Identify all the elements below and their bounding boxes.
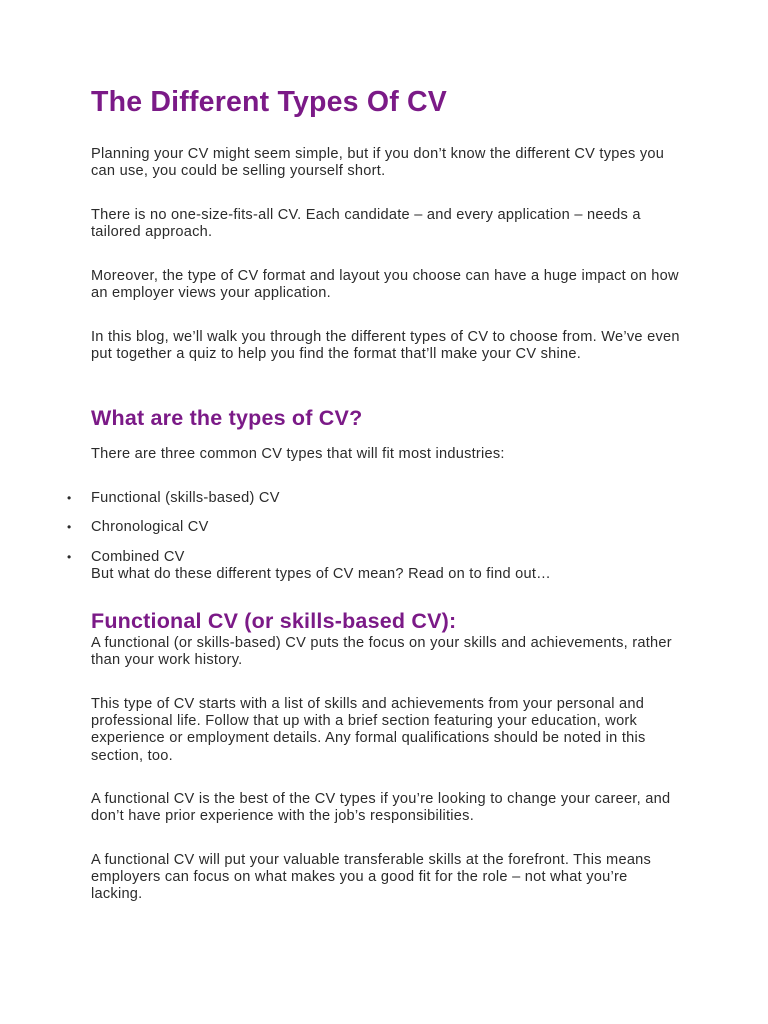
list-item-functional	[67, 490, 280, 507]
bullet-icon: •	[67, 520, 72, 534]
intro-paragraph-2: There is no one-size-fits-all CV. Each candidate – and every application – needs a tailored approach.	[91, 207, 641, 241]
list-item-label: Chronological CV	[91, 519, 209, 535]
functional-paragraph-1: A functional (or skills-based) CV puts the focus on your skills and achievements, rather than your work history.	[91, 635, 672, 669]
bullet-icon: •	[67, 550, 72, 564]
types-section-lead: There are three common CV types that will fit most industries:	[91, 446, 505, 462]
types-section-follow: But what do these different types of CV mean? Read on to find out…	[91, 566, 551, 582]
list-item-label: Combined CV	[91, 549, 185, 565]
functional-paragraph-3: A functional CV is the best of the CV types if you’re looking to change your career, and don’t have prior experience with the job’s responsibilities.	[91, 791, 671, 825]
list-item-combined	[67, 549, 185, 566]
list-item-label: Functional (skills-based) CV	[91, 490, 280, 506]
functional-paragraph-2: This type of CV starts with a list of skills and achievements from your personal and professional life. Follow that up with a brief section featuring your education, work experience or employment details. Any formal qualifications should be noted in this section, too.	[91, 696, 646, 764]
intro-paragraph-1: Planning your CV might seem simple, but if you don’t know the different CV types you can use, you could be selling yourself short.	[91, 146, 665, 180]
types-section-heading: What are the types of CV?	[91, 406, 363, 430]
page-title: The Different Types Of CV	[91, 86, 448, 118]
bullet-icon: •	[67, 491, 72, 505]
functional-section-heading: Functional CV (or skills-based CV):	[91, 609, 457, 633]
intro-paragraph-3: Moreover, the type of CV format and layout you choose can have a huge impact on how an employer views your application.	[91, 268, 679, 302]
intro-paragraph-4: In this blog, we’ll walk you through the different types of CV to choose from. We’ve even put together a quiz to help you find the format that’ll make your CV shine.	[91, 329, 680, 363]
list-item-chronological	[67, 519, 209, 536]
functional-paragraph-4: A functional CV will put your valuable transferable skills at the forefront. This means employers can focus on what makes you a good fit for the role – not what you’re lacking.	[91, 852, 652, 903]
